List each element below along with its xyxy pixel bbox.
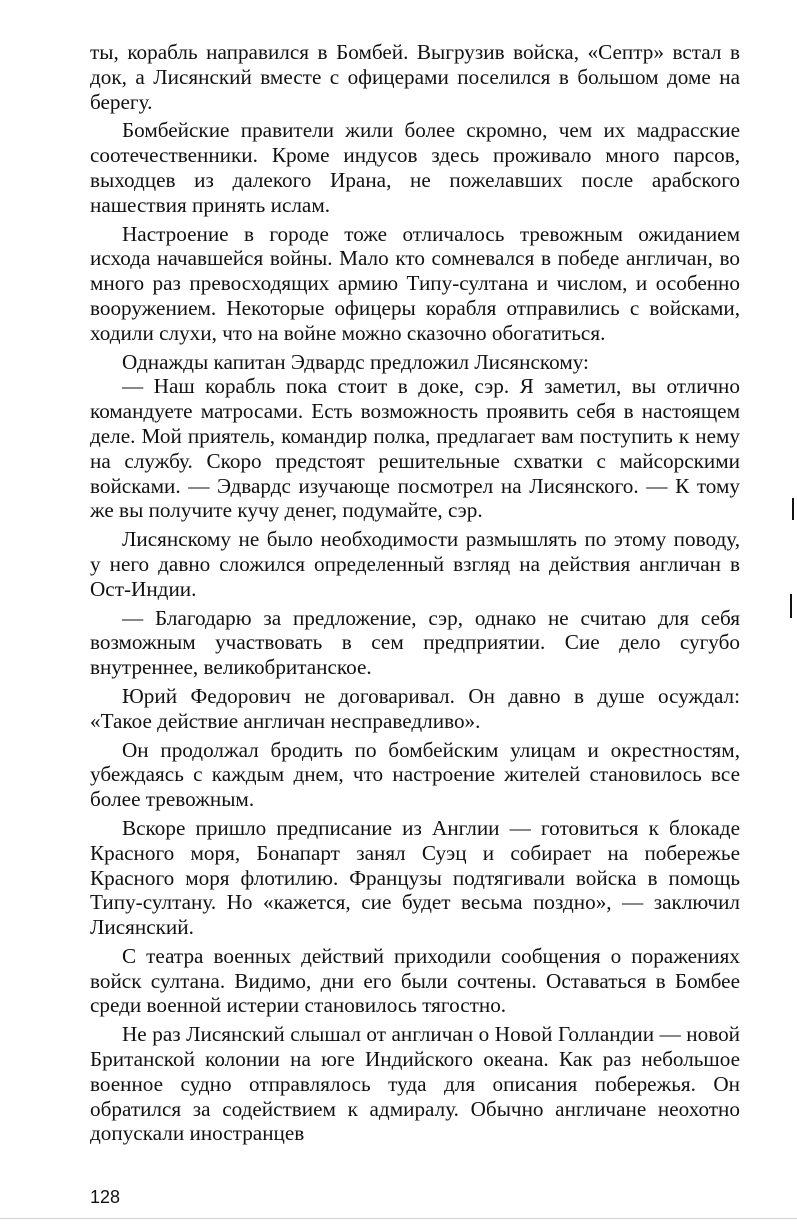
margin-mark-1 [792,498,794,520]
paragraph-6: Лисянскому не было необходимости размышлять по этому поводу, у него давно сложился определенный взгляд на действия англичан в Ост-Индии. [90,527,740,601]
paragraph-2: Бомбейские правители жили более скромно, чем их мадрасские соотечественники. Кроме индусов здесь проживало много парсов, выходцев из далекого Ирана, не пожелавших после арабского нашествия принять ислам. [90,118,740,217]
paragraph-9: Он продолжал бродить по бомбейским улицам и окрестностям, убеждаясь с каждым днем, что настроение жителей становилось все более тревожным. [90,737,740,812]
paragraph-11: С театра военных действий приходили сообщения о поражениях войск султана. Видимо, дни его были сочтены. Оставаться в Бомбее среди военной истерии становилось тягостно. [90,943,740,1018]
paragraph-12: Не раз Лисянский слышал от англичан о Новой Голландии — новой Британской колонии на юге Индийского океана. Как раз небольшое военное судно отправлялось туда для описания побережья. Он обратился за содействием к адмиралу. Обычно англичане неохотно допускали иностранцев [90,1022,740,1146]
bottom-rule [0,1218,797,1219]
paragraph-3: Настроение в городе тоже отличалось тревожным ожиданием исхода начавшейся войны. Мало кто сомневался в победе англичан, во много раз превосходящих армию Типу-султана и числом, и особенно вооружением. Некоторые офицеры корабля отправились с войсками, ходили слухи, что на войне можно сказочно обогатиться. [90,221,740,345]
paragraph-5: — Наш корабль пока стоит в доке, сэр. Я заметил, вы отлично командуете матросами. Есть возможность проявить себя в настоящем деле. Мой приятель, командир полка, предлагает вам поступить к нему на службу. Скоро предстоят решительные схватки с майсорскими войсками. — Эдвардс изучающе посмотрел на Лисянского. — К тому же вы получите кучу денег, подумайте, сэр. [90,374,740,523]
paragraph-10: Вскоре пришло предписание из Англии — готовиться к блокаде Красного моря, Бонапарт занял Суэц и собирает на побережье Красного моря флотилию. Французы подтягивали войска в помощь Типу-султану. Но «кажется, сие будет весьма поздно», — заключил Лисянский. [90,815,740,940]
paragraph-8: Юрий Федорович не договаривал. Он давно в душе осуждал: «Такое действие англичан несправедливо». [90,683,740,733]
main-text [90,40,740,1150]
margin-mark-2 [790,594,792,618]
page-number: 128 [90,1187,121,1207]
paragraph-7: — Благодарю за предложение, сэр, однако не считаю для себя возможным участвовать в сем предприятии. Сие дело сугубо внутреннее, великобританское. [90,605,740,680]
paragraph-1: ты, корабль направился в Бомбей. Выгрузив войска, «Септр» встал в док, а Лисянский вместе с офицерами поселился в большом доме на берегу. [90,40,740,114]
paragraph-4: Однажды капитан Эдвардс предложил Лисянскому: [122,349,589,374]
